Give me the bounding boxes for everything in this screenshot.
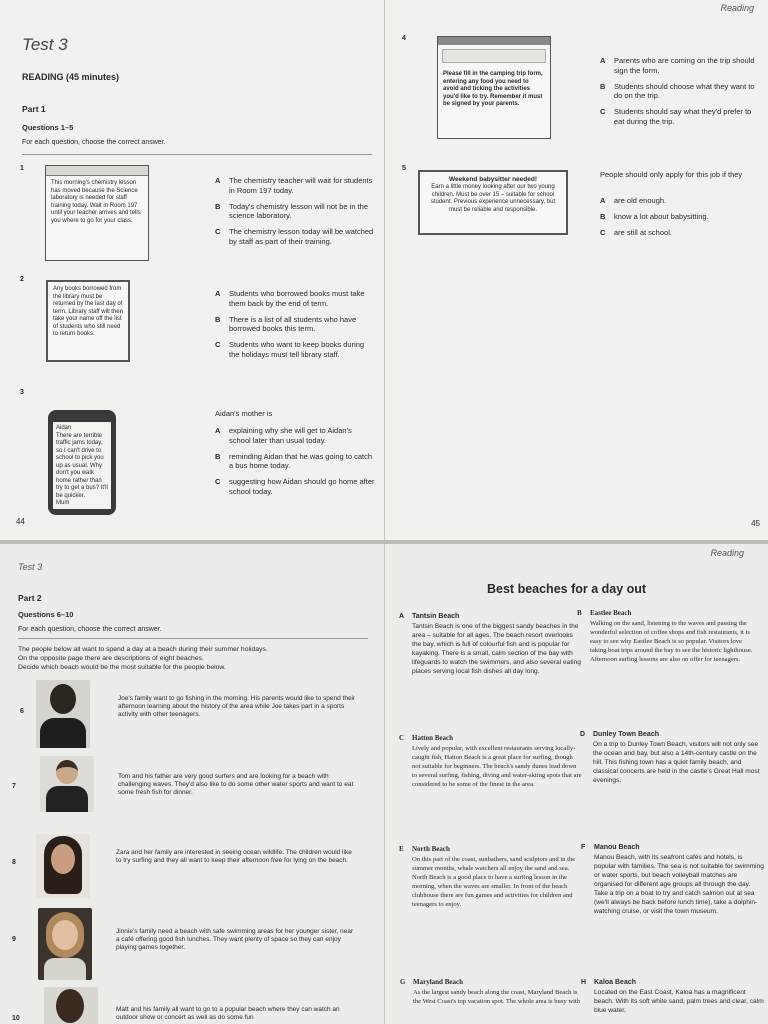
person-text: Matt and his family all want to go to a popular beach where they can watch an outdoor show or concert as well as do some fun bbox=[116, 1006, 340, 1022]
beach-h: H Kaloa Beach Located on the East Coast, Kaloa has a magnificent beach. With its soft white sand, palm trees and clear, calm blue water, bbox=[581, 979, 764, 1015]
person-photo-zara bbox=[36, 834, 90, 898]
options-q5 bbox=[600, 196, 760, 243]
running-head: Reading bbox=[720, 3, 754, 13]
question-number: 1 bbox=[20, 165, 24, 172]
option[interactable]: B reminding Aidan that he was going to catch a bus home today. bbox=[215, 451, 373, 471]
instruction: For each question, choose the correct answer. bbox=[22, 139, 166, 146]
options-q4 bbox=[600, 56, 760, 133]
beach-e: E North Beach On this part of the coast, sunbathers, sand sculptors and in the summer months, whale watchers all enjoy the sand and sea. North Beach is a good place to have a surfing lesson in the morning, when the waves are smaller. In front of the beach clubhouse there are fun games and activities for children and teenagers to enjoy. bbox=[399, 845, 576, 908]
question-number: 8 bbox=[12, 859, 16, 866]
page-spread-part-2 bbox=[0, 544, 768, 1024]
beach-g: G Maryland Beach As the largest sandy beach along the coast, Maryland Beach is the West Coast's top vacation spot. The whole area is busy with bbox=[400, 978, 581, 1006]
phone-message bbox=[48, 410, 116, 515]
notice-5: Weekend babysitter needed! Earn a little money looking after our two young children. Must be over 15 – suitable for school student. Previous experience unnecessary, but must be reliable and responsible. bbox=[418, 170, 568, 235]
gutter bbox=[384, 0, 385, 540]
option[interactable]: A are old enough. bbox=[600, 196, 667, 205]
beach-d: D Dunley Town Beach On a trip to Dunley Town Beach, visitors will not only see the ocean and bay, but also a 14th-century castle on the hill. This fishing town has a quiet family beach, and classical concerts are held in the castle's Great Hall most evenings. bbox=[580, 731, 760, 784]
option[interactable]: C Students who want to keep books during the holidays must tell library staff. bbox=[215, 340, 365, 359]
instruction: For each question, choose the correct answer. bbox=[18, 626, 162, 633]
window-toolbar bbox=[442, 49, 546, 63]
option[interactable]: B There is a list of all students who have borrowed books this term. bbox=[215, 314, 357, 334]
options-q1 bbox=[215, 176, 375, 253]
stem-q3: Aidan's mother is bbox=[215, 409, 273, 418]
test-title: Test 3 bbox=[22, 35, 68, 54]
question-number: 6 bbox=[20, 708, 24, 715]
option[interactable]: A The chemistry teacher will wait for students in Room 197 today. bbox=[215, 176, 373, 195]
divider bbox=[22, 154, 372, 155]
option[interactable]: A Parents who are coming on the trip should sign the form. bbox=[600, 56, 755, 75]
message-window-bar bbox=[46, 166, 148, 176]
beaches-title: Best beaches for a day out bbox=[487, 582, 647, 596]
notice-2: Any books borrowed from the library must be returned by the last day of term. Library staff will then take your name off the list of students who still need to return books. bbox=[46, 280, 130, 362]
notice-4: Please fill in the camping trip form, entering any food you need to avoid and ticking the activities you'd like to try. Remember it must be signed by your parents. bbox=[437, 36, 551, 139]
person-photo-tom bbox=[40, 756, 94, 812]
options-q2 bbox=[215, 289, 375, 366]
person-text: Joe's family want to go fishing in the morning. His parents would like to spend their afternoon learning about the history of the area while Joe takes part in a sports activity with other teenagers. bbox=[118, 695, 356, 719]
beach-c: C Hatton Beach Lively and popular, with excellent restaurants serving locally-caught fish, Hatton Beach is a great place for surfing, though not suitable for beginners. The beach's sandy dunes lead down to several surfing, fishing, diving and water-skiing spots that are considered to be some of the finest in the area. bbox=[399, 734, 582, 788]
running-head: Reading bbox=[710, 548, 744, 558]
page-number-left: 44 bbox=[16, 517, 25, 526]
option[interactable]: B Today's chemistry lesson will not be in the science laboratory. bbox=[215, 201, 368, 221]
person-photo-matt bbox=[44, 987, 98, 1024]
section-heading: READING (45 minutes) bbox=[22, 72, 120, 82]
stem-q5: People should only apply for this job if they bbox=[600, 170, 743, 179]
person-text: Tom and his father are very good surfers and are looking for a beach with challenging waves. They'd also like to do some other water sports and want to eat some fresh fish for dinner. bbox=[118, 773, 354, 797]
question-number: 9 bbox=[12, 936, 16, 943]
window-titlebar bbox=[438, 37, 550, 45]
beach-f: F Manou Beach Manou Beach, with its seafront cafés and hotels, is popular with families. The sea is not suitable for swimming or water sports, but beach volleyball matches are organised for different age groups all through the day. Take a trip on a boat to try and catch salmon out at sea (we'll always be back before lunch time), take a dolphin-watching cruise, or visit the town museum. bbox=[581, 844, 764, 915]
person-text: Zara and her family are interested in seeing ocean wildlife. The children would like to try surfing and they all want to keep their afternoon free for lying on the beach. bbox=[116, 849, 352, 865]
question-number: 10 bbox=[12, 1015, 20, 1022]
question-number: 3 bbox=[20, 389, 24, 396]
person-photo-jinnie bbox=[38, 908, 92, 980]
beach-b: B Eastlee Beach Walking on the sand, listening to the waves and passing the wonderful selection of coffee shops and fish restaurants, it is easy to see why Eastlee Beach is so popular. Visitors love taking boat trips around the bay to see the historic lighthouse. Afternoon surfing lessons are also on offer for teenagers. bbox=[577, 609, 753, 663]
option[interactable]: C Students should say what they'd prefer to eat during the trip. bbox=[600, 107, 752, 126]
option[interactable]: B know a lot about babysitting. bbox=[600, 211, 709, 221]
notice-1: This morning's chemistry lesson has moved because the Science laboratory is needed for staff training today. Wait in Room 197 until your teacher arrives and tells you where to go for your class. bbox=[45, 165, 149, 261]
part-heading: Part 1 bbox=[22, 104, 46, 114]
option[interactable]: C are still at school. bbox=[600, 227, 672, 237]
options-q3 bbox=[215, 426, 375, 503]
option[interactable]: C suggesting how Aidan should go home after school today. bbox=[215, 477, 375, 496]
question-number: 2 bbox=[20, 276, 24, 283]
phone-screen: Aidan There are terrible traffic jams today, so I can't drive to school to pick you up as usual. Why don't you walk home rather than try to get a bus? It'll be quicker. Mum bbox=[53, 422, 111, 509]
intro: The people below all want to spend a day at a beach during their summer holidays. On the opposite page there are descriptions of eight beaches. Decide which beach would be the most suitable for the people below. bbox=[18, 646, 268, 672]
option[interactable]: B Students should choose what they want to do on the trip. bbox=[600, 81, 755, 101]
part-heading: Part 2 bbox=[18, 593, 42, 603]
questions-range: Questions 1–5 bbox=[22, 123, 74, 132]
beach-a: A Tantsin Beach Tantsin Beach is one of the biggest sandy beaches in the area – suitable for all ages. The beach resort overlooks the bay, which is full of colourful fish and is popular for kayaking. There is a small, calm section of the bay with lifeguards to watch the swimmers, and also several eating places serving local fish dishes all day long. bbox=[399, 613, 581, 675]
person-photo-joe bbox=[36, 680, 90, 748]
question-number: 4 bbox=[402, 35, 406, 42]
person-text: Jinnie's family need a beach with safe swimming areas for her younger sister, near a café offering good fish lunches. They want plenty of space so they can enjoy playing games together. bbox=[116, 928, 354, 952]
question-number: 5 bbox=[402, 165, 406, 172]
page-number-right: 45 bbox=[751, 519, 760, 528]
option[interactable]: A Students who borrowed books must take them back by the end of term. bbox=[215, 289, 365, 308]
questions-range: Questions 6–10 bbox=[18, 610, 74, 619]
test-label: Test 3 bbox=[18, 562, 43, 572]
option[interactable]: C The chemistry lesson today will be watched by staff as part of their training. bbox=[215, 227, 374, 246]
option[interactable]: A explaining why she will get to Aidan's school later than usual today. bbox=[215, 426, 352, 445]
gutter bbox=[384, 544, 385, 1024]
question-number: 7 bbox=[12, 783, 16, 790]
divider bbox=[18, 638, 368, 639]
